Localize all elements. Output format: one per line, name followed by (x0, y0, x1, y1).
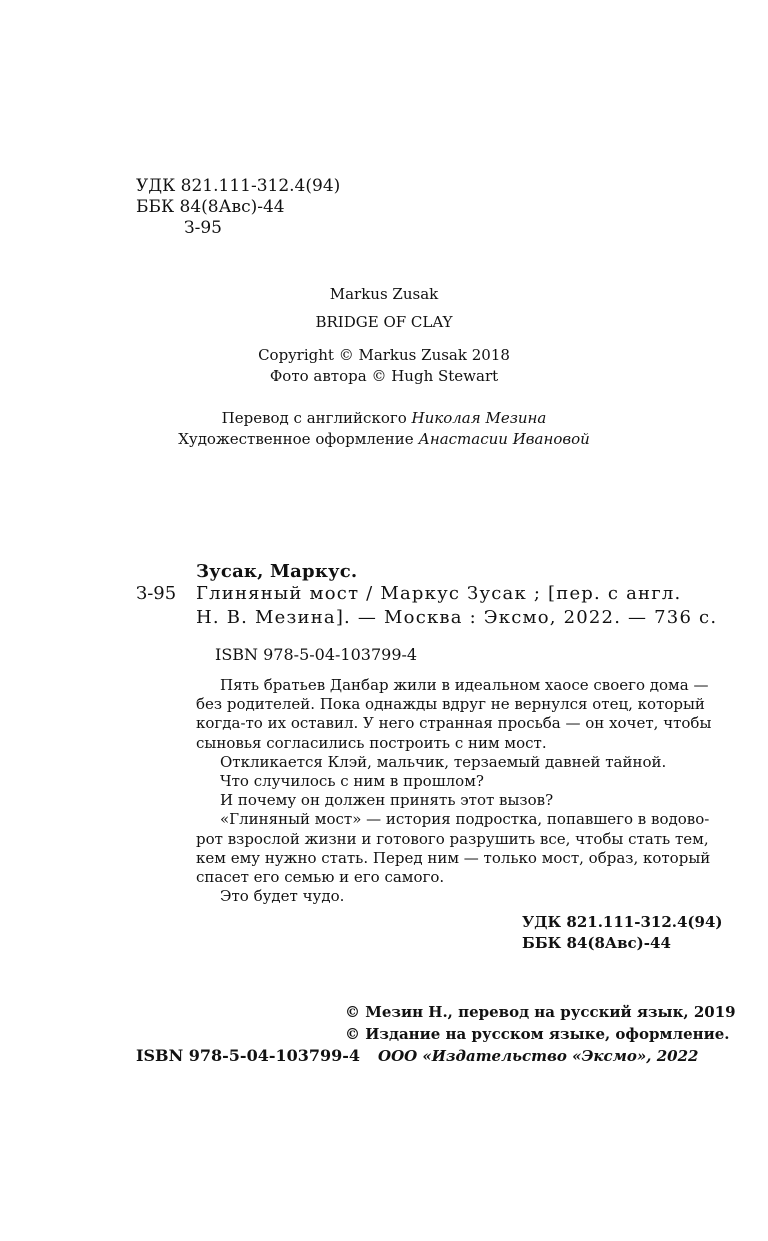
design-label: Художественное оформление (178, 430, 414, 448)
translation-label: Перевод с английского (221, 409, 407, 427)
annotation-line: сыновья согласились построить с ним мост. (196, 733, 547, 752)
copyright-translation: © Мезин Н., перевод на русский язык, 2019 (345, 1003, 736, 1021)
photo-credit: Фото автора © Hugh Stewart (269, 367, 499, 385)
annotation-line: Что случилось с ним в прошлом? (220, 772, 484, 791)
designer-name: Анастасии Ивановой (418, 430, 590, 448)
entry-author-mark: З-95 (136, 583, 177, 604)
udk-code: УДК 821.111-312.4(94) (136, 176, 341, 196)
classification-codes (136, 176, 340, 239)
entry-isbn: ISBN 978-5-04-103799-4 (215, 645, 418, 664)
entry-heading: Зусак, Маркус. (196, 561, 358, 582)
bbk-code-right: ББК 84(8Авс)-44 (522, 934, 671, 952)
original-title: BRIDGE OF CLAY (315, 313, 453, 331)
isbn-bottom: ISBN 978-5-04-103799-4 (136, 1046, 361, 1065)
original-author: Markus Zusak (329, 285, 439, 303)
annotation-line: Это будет чудо. (220, 887, 345, 906)
design-credit (0, 430, 768, 448)
annotation-line: спасет его семью и его самого. (196, 868, 445, 887)
translator-name: Николая Мезина (411, 409, 547, 427)
annotation-line: «Глиняный мост» — история подростка, попавшего в водово- (220, 810, 710, 829)
copyright-edition: © Издание на русском языке, оформление. (345, 1025, 730, 1043)
annotation-line: рот взрослой жизни и готового разрушить все, чтобы стать тем, (196, 829, 709, 848)
annotation-line: когда-то их оставил. У него странная просьба — он хочет, чтобы (196, 714, 712, 733)
copyright-publisher: ООО «Издательство «Эксмо», 2022 (378, 1047, 699, 1065)
annotation-line: Пять братьев Данбар жили в идеальном хаосе своего дома — (220, 676, 709, 694)
annotation-line: без родителей. Пока однажды вдруг не вернулся отец, который (196, 695, 705, 714)
author-mark: З-95 (184, 218, 222, 238)
bbk-code: ББК 84(8Авс)-44 (136, 197, 285, 217)
annotation-line: кем ему нужно стать. Перед ним — только мост, образ, который (196, 848, 711, 867)
codes-right (522, 912, 723, 954)
udk-code-right: УДК 821.111-312.4(94) (522, 913, 723, 931)
annotation-line: И почему он должен принять этот вызов? (220, 791, 554, 810)
translation-credit (0, 409, 768, 427)
entry-line-1: Глиняный мост / Маркус Зусак ; [пер. с англ. (196, 583, 682, 604)
entry-line-2: Н. В. Мезина]. — Москва : Эксмо, 2022. — 736 с. (196, 607, 718, 628)
original-copyright: Copyright © Markus Zusak 2018 (258, 346, 510, 364)
annotation-line: Откликается Клэй, мальчик, терзаемый давней тайной. (220, 752, 667, 771)
annotation (196, 676, 712, 906)
